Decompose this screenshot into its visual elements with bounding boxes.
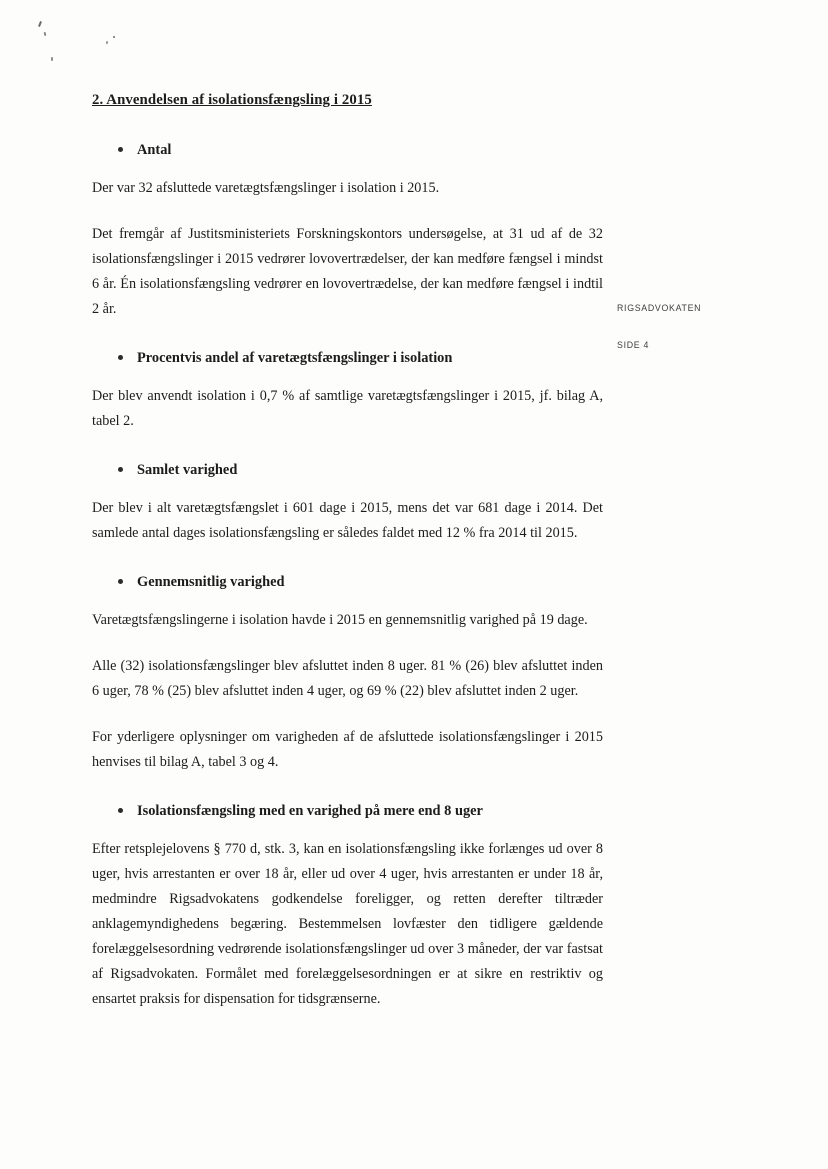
bullet-icon <box>118 355 123 360</box>
scan-artifact <box>51 57 53 61</box>
bullet-icon <box>118 467 123 472</box>
paragraph: Der blev i alt varetægtsfængslet i 601 dage i 2015, mens det var 681 dage i 2014. Det samlede antal dages isolationsfængsling er således faldet med 12 % fra 2014 til 2015. <box>92 500 603 541</box>
bullet-item-antal <box>92 139 603 161</box>
bullet-label: Gennemsnitlig varighed <box>137 574 285 590</box>
bullet-item-samlet-varighed <box>92 459 603 481</box>
bullet-label: Isolationsfængsling med en varighed på mere end 8 uger <box>137 803 483 819</box>
scan-artifact <box>113 36 115 38</box>
paragraph: Det fremgår af Justitsministeriets Forskningskontors undersøgelse, at 31 ud af de 32 isolationsfængslinger i 2015 vedrører lovovertrædelser, der kan medføre fængsel i mindst 6 år. Én isolationsfængsling vedrører en lovovertrædelse, der kan medføre fængsel i indtil 2 år. <box>92 226 603 317</box>
bullet-item-procentvis-andel <box>92 347 603 369</box>
bullet-icon <box>118 808 123 813</box>
margin-page-label: SIDE 4 <box>617 340 650 350</box>
document-body <box>92 92 603 1033</box>
bullet-item-varighed-mere-end-8-uger <box>92 800 603 822</box>
scan-artifact <box>44 32 46 36</box>
bullet-icon <box>118 579 123 584</box>
margin-org-label: RIGSADVOKATEN <box>617 303 702 313</box>
paragraph: Der var 32 afsluttede varetægtsfængslinger i isolation i 2015. <box>92 180 440 196</box>
bullet-icon <box>118 147 123 152</box>
scan-artifact <box>106 41 108 44</box>
scan-artifact <box>38 21 42 27</box>
paragraph: Alle (32) isolationsfængslinger blev afsluttet inden 8 uger. 81 % (26) blev afsluttet inden 6 uger, 78 % (25) blev afsluttet inden 4 uger, og 69 % (22) blev afsluttet inden 2 uger. <box>92 658 603 699</box>
paragraph: Efter retsplejelovens § 770 d, stk. 3, kan en isolationsfængsling ikke forlænges ud over 8 uger, hvis arrestanten er over 18 år, eller ud over 4 uger, hvis arrestanten er under 18 år, medmindre Rigsadvokatens godkendelse foreligger, og retten derefter tiltræder anklagemyndighedens begæring. Bestemmelsen lovfæster den tidligere gældende forelæggelsesordning vedrørende isolationsfængslinger ud over 3 måneder, der var fastsat af Rigsadvokaten. Formålet med forelæggelsesordningen er at sikre en restriktiv og ensartet praksis for dispensation for tidsgrænserne. <box>92 841 603 1007</box>
paragraph: Varetægtsfængslingerne i isolation havde i 2015 en gennemsnitlig varighed på 19 dage. <box>92 612 588 628</box>
bullet-label: Procentvis andel af varetægtsfængslinger i isolation <box>137 350 453 366</box>
bullet-label: Samlet varighed <box>137 462 238 478</box>
section-heading: 2. Anvendelsen af isolationsfængsling i 2015 <box>92 92 372 108</box>
paragraph: For yderligere oplysninger om varigheden af de afsluttede isolationsfængslinger i 2015 henvises til bilag A, tabel 3 og 4. <box>92 729 603 770</box>
bullet-item-gennemsnitlig-varighed <box>92 571 603 593</box>
paragraph: Der blev anvendt isolation i 0,7 % af samtlige varetægtsfængslinger i 2015, jf. bilag A, tabel 2. <box>92 388 603 429</box>
bullet-label: Antal <box>137 142 172 158</box>
